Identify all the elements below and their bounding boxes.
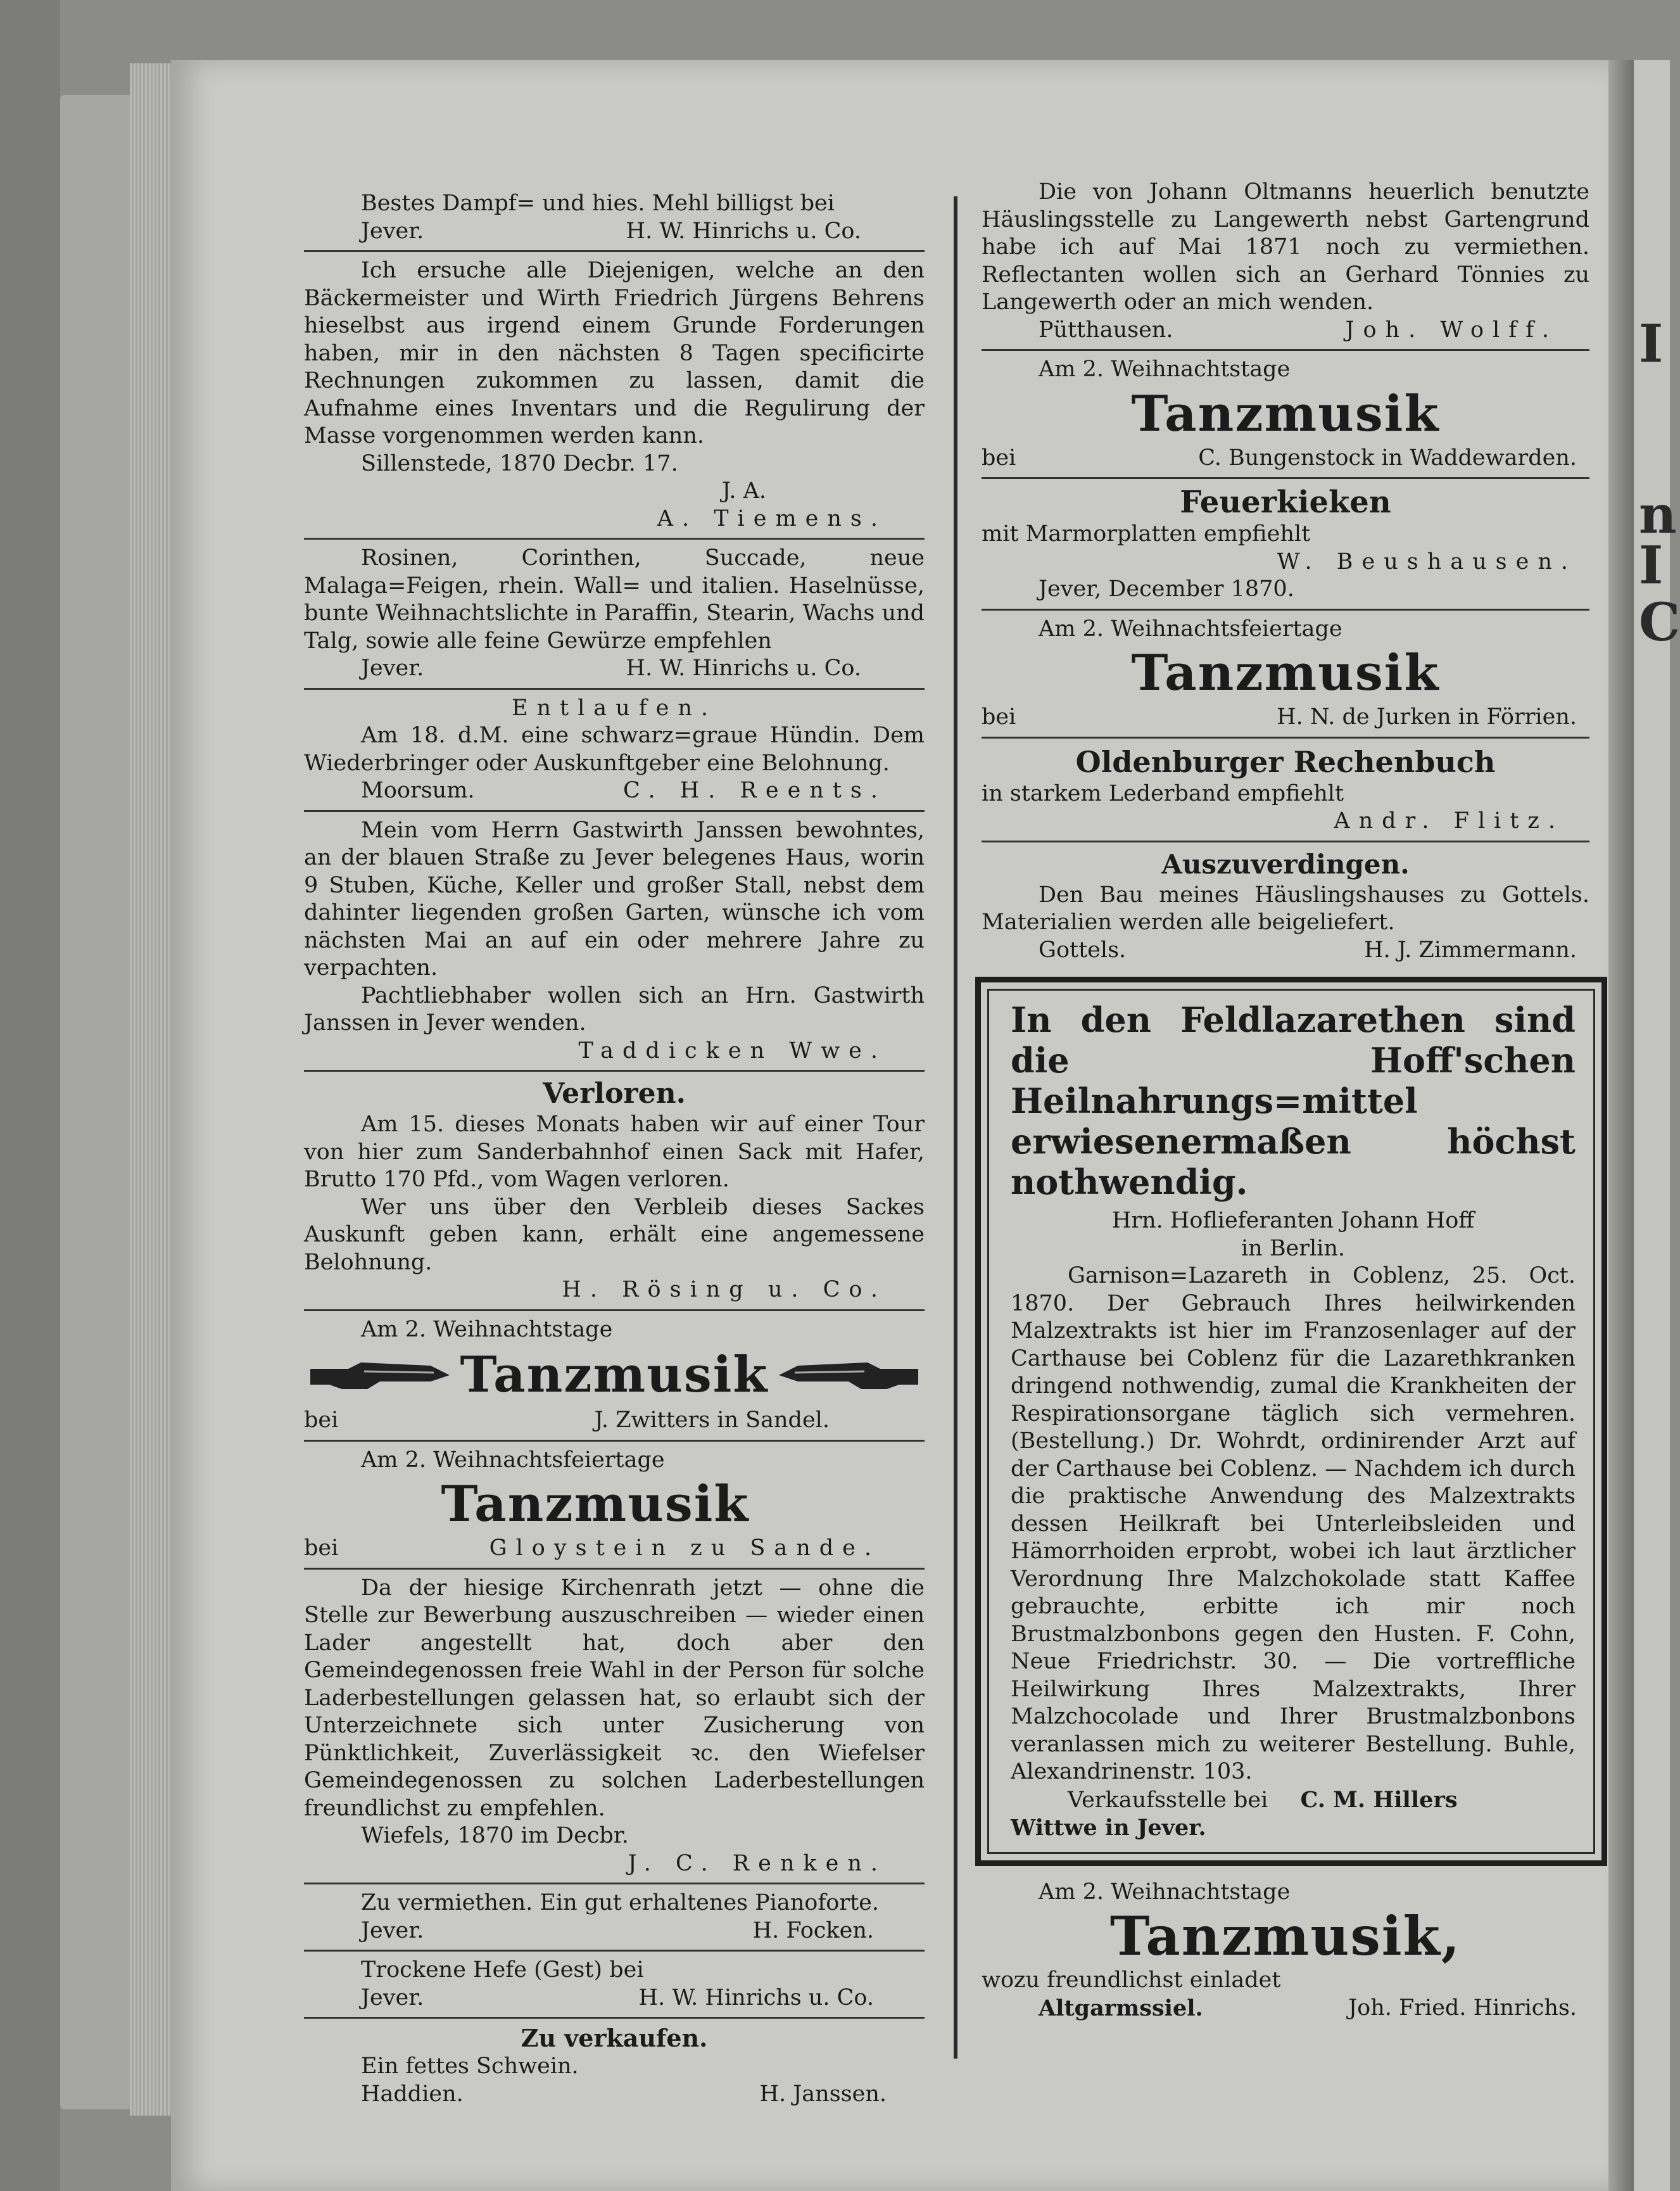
ad-text: Die von Johann Oltmanns heuerlich benutzte Häuslingsstelle zu Langewerth nebst Gartengrund habe ich auf Mai 1871 noch zu vermiethen. Reflectanten wollen sich an Gerhard Tönnies zu Langewerth oder an mich wenden. — [982, 179, 1589, 315]
ad-text: bei — [304, 1407, 339, 1433]
separator — [304, 1440, 925, 1442]
separator — [304, 1950, 925, 1952]
separator — [982, 349, 1589, 351]
ad-text: Am 15. dieses Monats haben wir auf einer Tour von hier zum Sanderbahnhof einen Sack mit Hafer, Brutto 170 Pfd., vom Wagen verloren. — [304, 1112, 925, 1192]
separator — [304, 688, 925, 690]
ad-text: Ich ersuche alle Diejenigen, welche an den Bäckermeister und Wirth Friedrich Jürgens Behrens hieselbst aus irgend einem Grunde Forderungen haben, mir in den nächsten 8 Tagen specificirte Rechnungen zukommen zu lassen, damit die Aufnahme eines Inventars und die Regulirung der Masse vorgenommen werden kann. — [304, 258, 925, 448]
ad-title: Tanzmusik, — [1109, 1905, 1462, 1967]
box-sale-line: Wittwe in Jever. — [1011, 1815, 1206, 1841]
ad-text: Trockene Hefe (Gest) bei — [361, 1957, 644, 1983]
ad-signature: H. N. de Jurken in Förrien. — [1277, 704, 1577, 730]
ad-title: Tanzmusik — [1131, 384, 1440, 443]
next-page-fragment: C — [1639, 592, 1680, 653]
separator — [982, 737, 1589, 739]
separator — [304, 250, 925, 252]
ad-place: Pütthausen. — [1039, 317, 1173, 343]
box-sale-name: C. M. Hillers — [1300, 1786, 1458, 1813]
ad-text: Zu vermiethen. Ein gut erhaltenes Pianoforte. — [361, 1890, 880, 1915]
ad-dateline: Jever, December 1870. — [1039, 576, 1294, 602]
ad-place: Altgarmssiel. — [1039, 1995, 1203, 2021]
next-page-fragment: I — [1639, 314, 1664, 374]
ad-intro: Am 2. Weihnachtstage — [1039, 357, 1291, 382]
ad-intro: Am 2. Weihnachtstage — [361, 1316, 613, 1342]
ad-signature: H. J. Zimmermann. — [1364, 937, 1577, 963]
ad-text: bei — [982, 445, 1016, 471]
ad-signature: Andr. Flitz. — [1334, 808, 1564, 834]
ad-place: Jever. — [361, 656, 424, 681]
separator — [304, 1070, 925, 1072]
separator — [982, 477, 1589, 479]
ad-text: Ein fettes Schwein. — [361, 2054, 579, 2079]
ad-signature: H. W. Hinrichs u. Co. — [638, 1985, 874, 2010]
ad-signature: Joh. Fried. Hinrichs. — [1348, 1995, 1577, 2021]
ad-title: Auszuverdingen. — [1161, 848, 1410, 880]
separator — [304, 1883, 925, 1884]
ad-text: Wer uns über den Verbleib dieses Sackes Auskunft geben kann, erhält eine angemessene Belohnung. — [304, 1194, 925, 1275]
ad-verloren — [304, 1076, 925, 1305]
ad-signature: H. W. Hinrichs u. Co. — [626, 656, 861, 681]
ad-place: Gottels. — [1039, 937, 1127, 963]
box-addressee: in Berlin. — [1241, 1235, 1346, 1261]
box-body: Garnison=Lazareth in Coblenz, 25. Oct. 1870. Der Gebrauch Ihres heilwirkenden Malzextrakts ist hier im Franzosenlager auf der Carthause bei Coblenz für die Lazarethkranken dringend nothwendig, zumal die Krankheiten der Respirationsorgane täglich sich vermehren. (Bestellung.) Dr. Wohrdt, ordinirender Arzt auf der Carthause bei Coblenz. — Nachdem ich durch die praktische Anwendung des Malzextrakts dessen Heilkraft bei Unterleibsleiden und Hämorrhoiden erprobt, wobei ich laut ärztlicher Verordnung Ihre Malzchokolade statt Kaffee gebrauchte, erbitte ich mir noch Brustmalzbonbons gegen den Husten. F. Cohn, Neue Friedrichstr. 30. — Die vortreffliche Heilwirkung Ihres Malzextrakts, Ihrer Malzchocolade und Ihrer Brustmalzbonbons veranlassen mich zu weiterer Bestellung. Buhle, Alexandrinenstr. 103. — [1011, 1263, 1576, 1784]
box-headline: In den Feldlazarethen sind die Hoff'schen Heilnahrungs=mittel erwiesenermaßen höchst nothwendig. — [1011, 1000, 1576, 1202]
ad-schwein — [304, 2023, 925, 2109]
ad-forderungen — [304, 256, 925, 534]
separator — [304, 1568, 925, 1570]
ad-entlaufen — [304, 694, 925, 806]
ad-title: Tanzmusik — [441, 1475, 750, 1533]
ad-hefe — [304, 1955, 925, 2013]
ad-signature: J. Zwitters in Sandel. — [594, 1407, 830, 1433]
ad-signature: Gloystein zu Sande. — [489, 1535, 880, 1561]
ad-rechenbuch — [982, 742, 1589, 837]
ad-text: Den Bau meines Häuslingshauses zu Gottels. Materialien werden alle beigeliefert. — [982, 882, 1589, 935]
ad-signature: W. Beushausen. — [1277, 549, 1577, 575]
ad-signature: J. A. — [722, 478, 766, 504]
ad-text: Pachtliebhaber wollen sich an Hrn. Gastwirth Janssen in Jever wenden. — [304, 982, 925, 1036]
ad-text: bei — [304, 1535, 339, 1561]
ad-intro: Am 2. Weihnachtsfeiertage — [1039, 616, 1342, 642]
column-divider — [954, 196, 957, 2059]
ad-signature: H. Janssen. — [759, 2081, 887, 2107]
separator — [982, 609, 1589, 611]
ad-signature: Joh. Wolff. — [1345, 317, 1558, 343]
ad-auszuverdingen — [982, 846, 1589, 966]
ad-dateline: Sillenstede, 1870 Decbr. 17. — [361, 450, 678, 476]
ad-tanzmusik-bungenstock — [982, 355, 1589, 473]
box-addressee: Hrn. Hoflieferanten Johann Hoff — [1111, 1208, 1475, 1233]
ad-signature: Taddicken Wwe. — [578, 1038, 887, 1064]
ad-text: bei — [982, 704, 1016, 730]
ad-tanzmusik-dejurken — [982, 614, 1589, 733]
separator — [304, 2017, 925, 2019]
ad-title: Zu verkaufen. — [521, 2024, 708, 2052]
ad-signature: C. Bungenstock in Waddewarden. — [1198, 445, 1577, 471]
ad-signature: J. C. Renken. — [628, 1850, 887, 1876]
ad-intro: Am 2. Weihnachtsfeiertage — [361, 1447, 665, 1473]
separator — [304, 1309, 925, 1311]
ad-tanzmusik-zwitters — [304, 1315, 925, 1436]
ad-title: Verloren. — [543, 1077, 686, 1110]
ad-pianoforte — [304, 1888, 925, 1946]
ad-tanzmusik-gloystein — [304, 1445, 925, 1564]
ad-title: Oldenburger Rechenbuch — [1075, 744, 1496, 779]
pointing-hand-icon — [773, 1350, 925, 1400]
ad-text: Da der hiesige Kirchenrath jetzt — ohne die Stelle zur Bewerbung auszuschreiben — wieder einen Lader angestellt hat, doch aber den Gemeindegenossen freie Wahl in der Person für solche Laderbestellungen gelassen hat, so erlaubt sich der Unterzeichnete sich unter Zusicherung von Pünktlichkeit, Zuverlässigkeit ꝛc. den Wiefelser Gemeindegenossen zu solchen Laderbestellungen freundlichst zu empfehlen. — [304, 1575, 925, 1821]
ad-place: Jever. — [361, 218, 424, 244]
scan-background — [0, 0, 60, 2191]
ad-place: Jever. — [361, 1985, 424, 2010]
ad-place: Moorsum. — [361, 778, 475, 803]
ad-rosinen — [304, 543, 925, 684]
ad-signature: H. Rösing u. Co. — [562, 1277, 887, 1302]
ad-place: Haddien. — [361, 2081, 464, 2107]
ad-text: Am 18. d.M. eine schwarz=graue Hündin. Dem Wiederbringer oder Auskunftgeber eine Belohnung. — [304, 723, 925, 776]
ad-mehl — [304, 189, 925, 246]
ad-title: Feuerkieken — [1180, 485, 1391, 520]
next-page-fragment: I — [1639, 535, 1664, 596]
ad-place: Jever. — [361, 1917, 424, 1943]
ad-haus — [304, 816, 925, 1067]
separator — [982, 841, 1589, 842]
ad-text: mit Marmorplatten empfiehlt — [982, 521, 1311, 547]
ad-intro: Am 2. Weihnachtstage — [1039, 1879, 1291, 1905]
book-gutter — [1608, 60, 1634, 2191]
hoff-advertisement-box — [975, 977, 1607, 1866]
ad-text: wozu freundlichst einladet — [982, 1967, 1281, 1993]
ad-signature: H. Focken. — [752, 1917, 874, 1943]
separator — [304, 538, 925, 540]
ad-feuerkieken — [982, 483, 1589, 605]
ad-lader — [304, 1573, 925, 1879]
pointing-hand-icon — [304, 1350, 456, 1400]
right-column — [982, 177, 1589, 2023]
left-column — [304, 189, 925, 2109]
ad-haeuslingsstelle — [982, 177, 1589, 345]
ad-dateline: Wiefels, 1870 im Decbr. — [361, 1823, 629, 1848]
next-page-fragment: n — [1639, 485, 1677, 545]
separator — [304, 810, 925, 812]
ad-text: Rosinen, Corinthen, Succade, neue Malaga=Feigen, rhein. Wall= und italien. Haselnüsse, bunte Weihnachtslichte in Paraffin, Stearin, Wachs und Talg, sowie alle feine Gewürze empfehlen — [304, 545, 925, 654]
ad-text: Bestes Dampf= und hies. Mehl billigst bei — [361, 191, 835, 216]
ad-text: Mein vom Herrn Gastwirth Janssen bewohntes, an der blauen Straße zu Jever belegenes Haus, worin 9 Stuben, Küche, Keller und großer Stall, nebst dem dahinter liegenden großen Garten, wünsche ich vom nächsten Mai an auf ein oder mehrere Jahre zu verpachten. — [304, 817, 925, 981]
ad-title: Tanzmusik — [460, 1346, 769, 1404]
ad-signature: C. H. Reents. — [622, 778, 887, 803]
ad-tanzmusik-hinrichs — [982, 1877, 1589, 2024]
ad-signature: A. Tiemens. — [657, 505, 887, 531]
ad-title: Tanzmusik — [1131, 644, 1440, 702]
next-page-edge — [1634, 60, 1680, 2191]
box-sale-line: Verkaufsstelle bei — [1068, 1787, 1268, 1813]
ad-text: in starkem Lederband empfiehlt — [982, 780, 1344, 806]
ad-signature: H. W. Hinrichs u. Co. — [626, 218, 861, 244]
ad-title: Entlaufen. — [511, 695, 717, 721]
